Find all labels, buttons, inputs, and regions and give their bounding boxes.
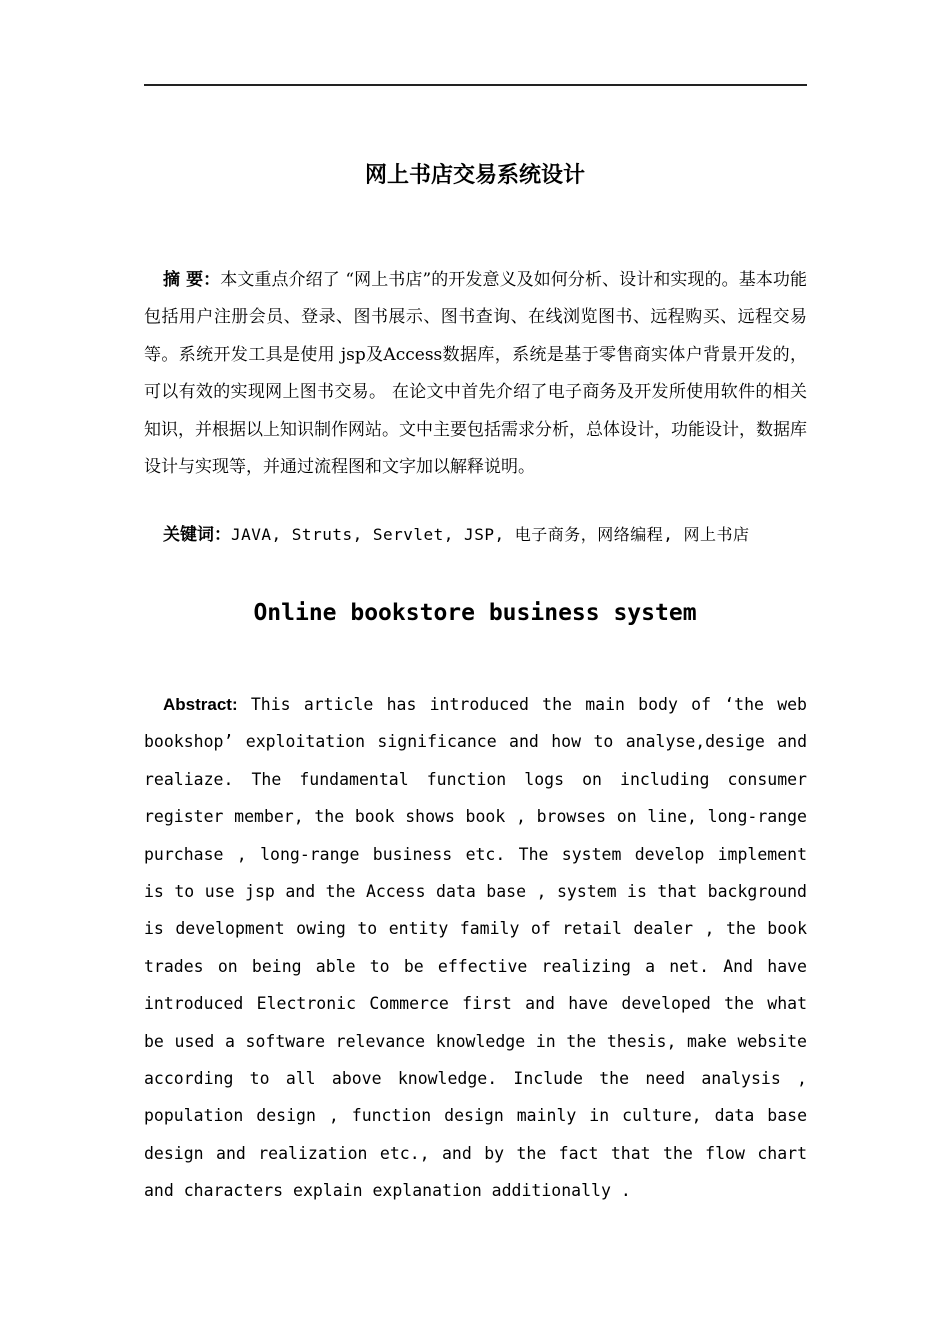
english-abstract-label: Abstract: — [163, 695, 238, 714]
english-abstract — [144, 686, 807, 1210]
chinese-title: 网上书店交易系统设计 — [364, 163, 585, 188]
chinese-abstract-label: 摘 要： — [163, 270, 221, 290]
english-title: Online bookstore business system — [253, 600, 697, 626]
chinese-abstract-text: 本文重点介绍了 “网上书店”的开发意义及如何分析、设计和实现的。基本功能包括用户注册会员、登录、图书展示、图书查询、在线浏览图书、远程购买、远程交易等。系统开发工具是使用 jsp及Access数据库，系统是基于零售商实体户背景开发的，可以有效的实现网上图书交易。 在论文中首先介绍了电子商务及开发所使用软件的相关知识，并根据以上知识制作网站。文中主要包括需求分析，总体设计，功能设计，数据库设计与实现等，并通过流程图和文字加以解释说明。 — [144, 270, 807, 478]
header-rule — [144, 84, 807, 86]
chinese-keywords-text: JAVA, Struts, Servlet, JSP, 电子商务，网络编程, 网上书店 — [231, 525, 750, 544]
chinese-keywords-label: 关键词： — [163, 525, 231, 545]
chinese-keywords — [163, 520, 807, 550]
english-abstract-text: This article has introduced the main body of ‘the web bookshop’ exploitation significance and how to analyse,desige and realiaze. The fundamental function logs on including consumer register member, the book shows book , browses on line, long-range purchase , long-range business etc. The system develop implement is to use jsp and the Access data base , system is that background is development owing to entity family of retail dealer , the book trades on being able to be effective realizing a net. And have introduced Electronic Commerce first and have developed the what be used a software relevance knowledge in the thesis, make website according to all above knowledge. Include the need analysis , population design , function design mainly in culture, data base design and realization etc., and by the fact that the flow chart and characters explain explanation additionally . — [144, 695, 807, 1201]
chinese-abstract — [144, 262, 807, 486]
